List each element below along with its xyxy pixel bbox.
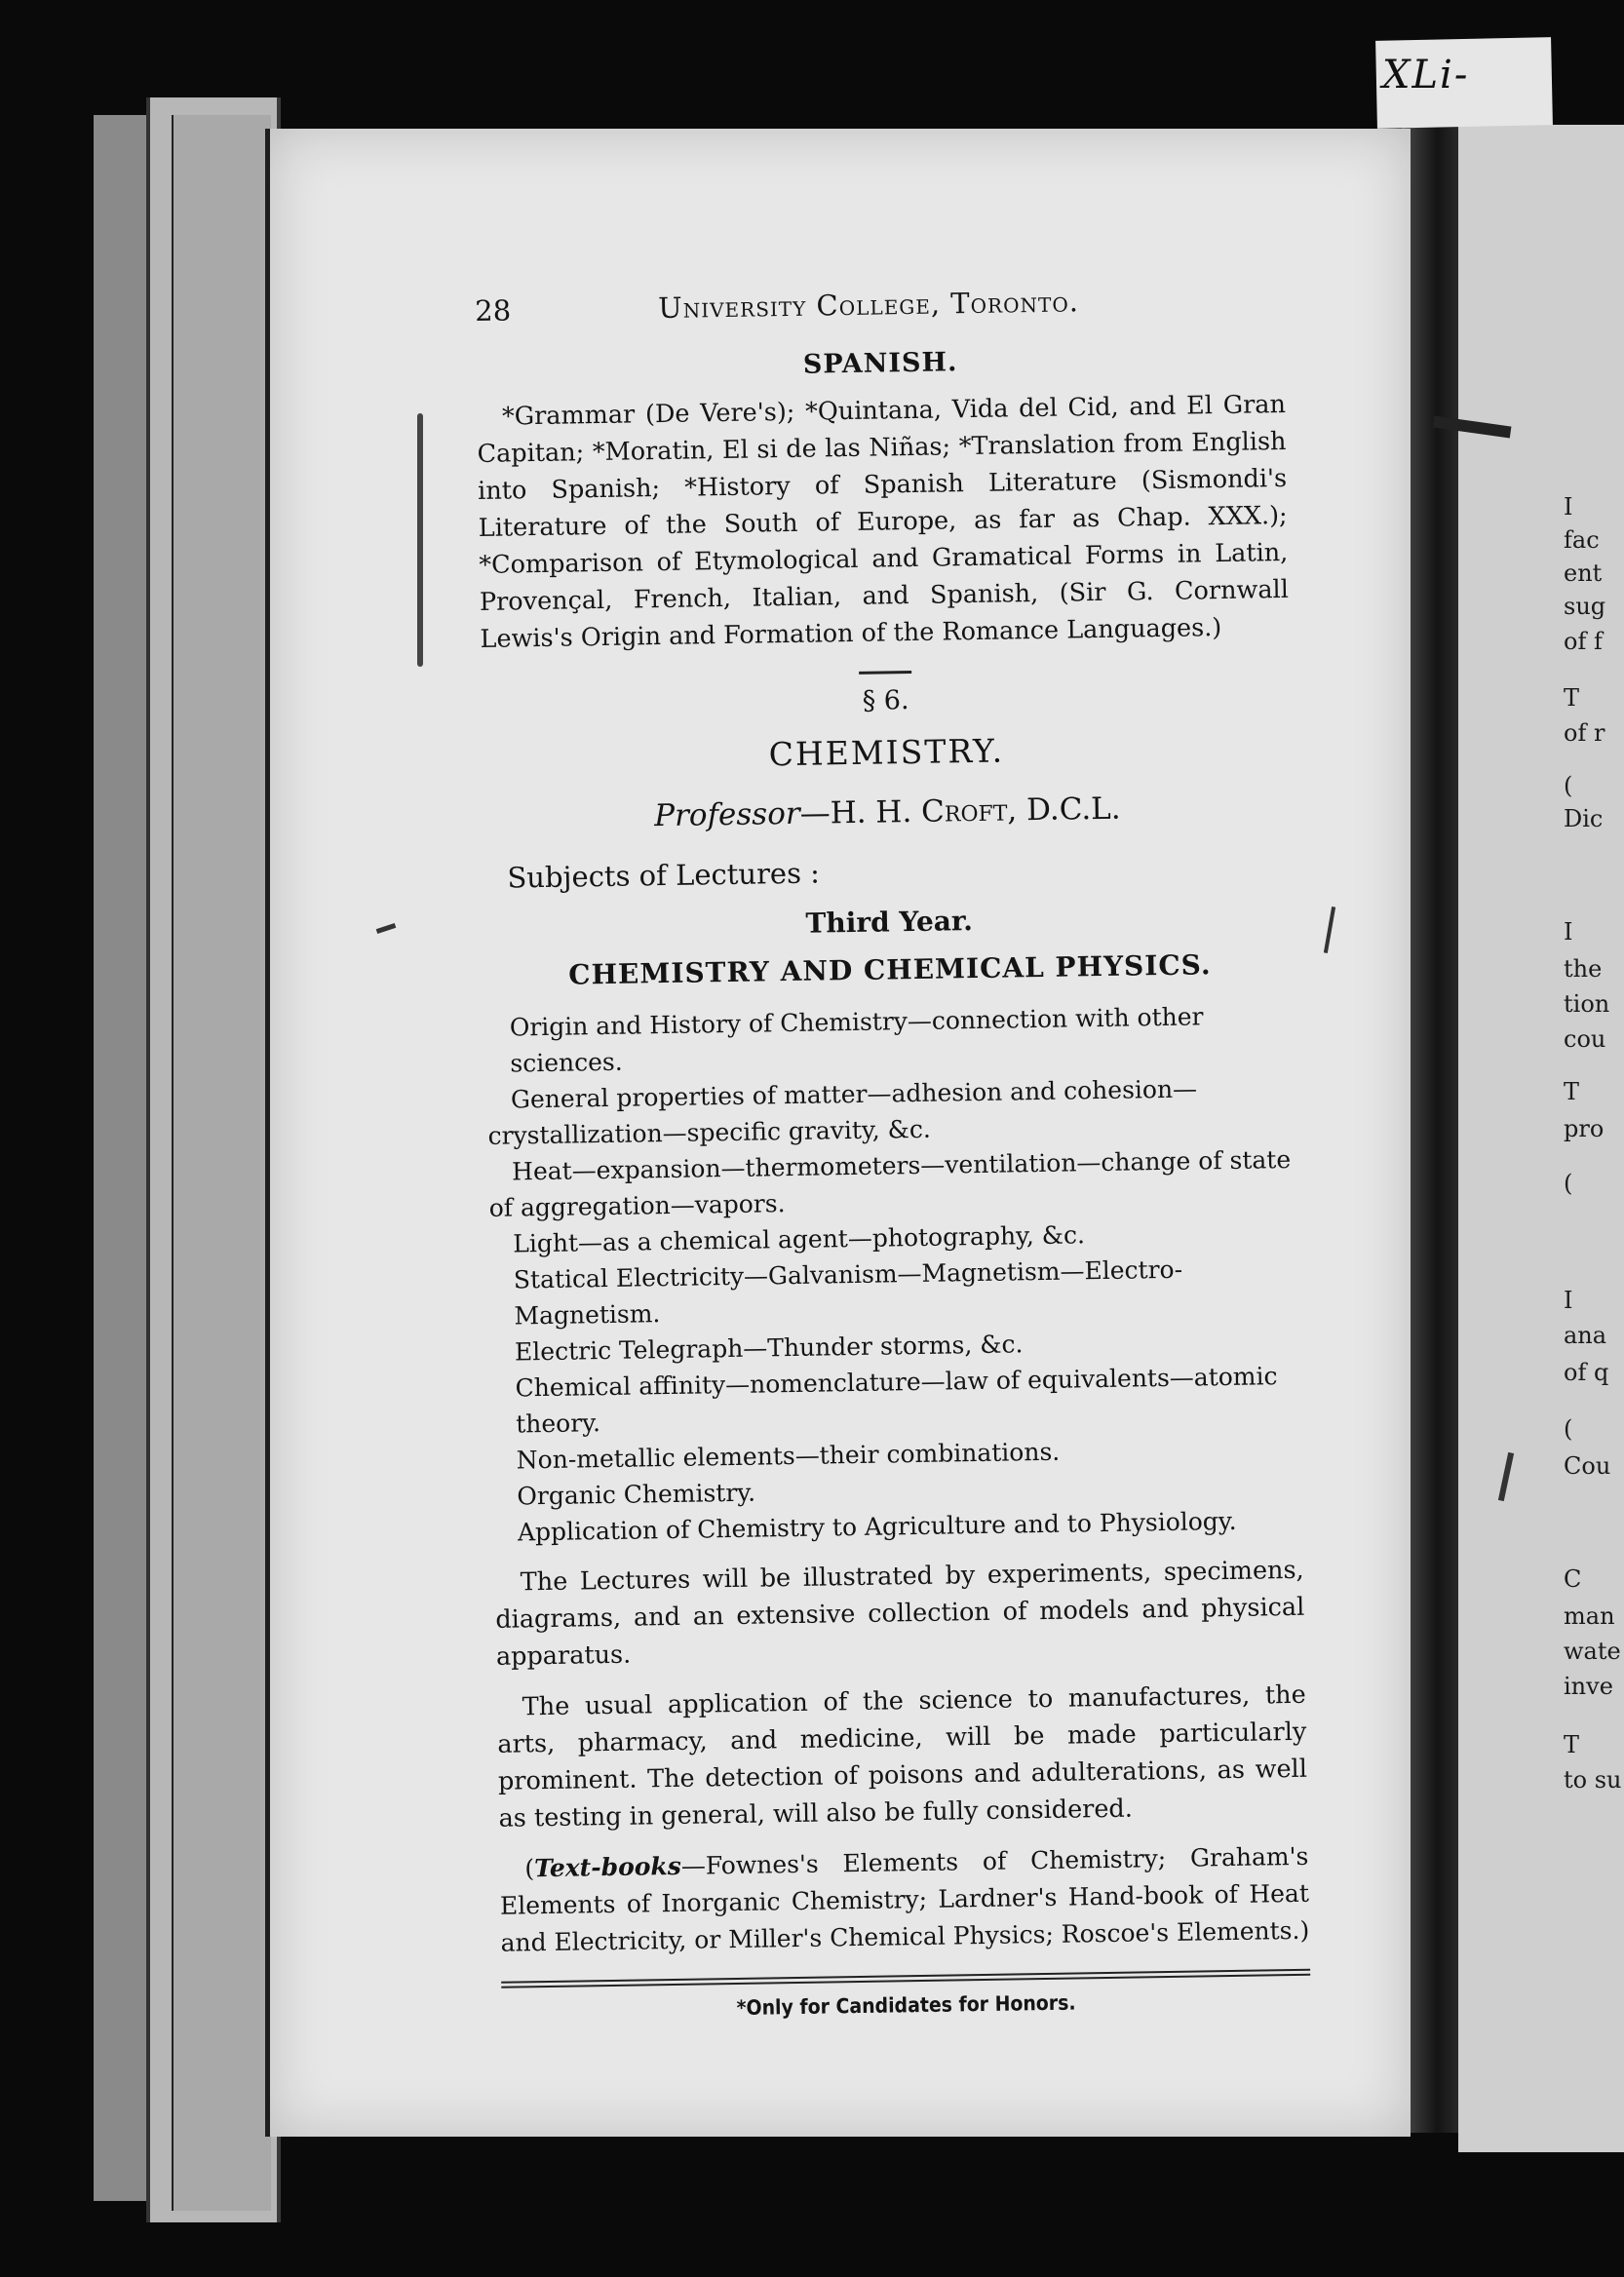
section-number: § 6. (862, 685, 909, 716)
facing-fragment: I (1564, 918, 1573, 946)
facing-fragment: ( (1564, 1170, 1573, 1197)
pencil-bracket-mark (417, 413, 423, 667)
facing-fragment: pro (1564, 1115, 1605, 1142)
facing-fragment: man (1564, 1602, 1615, 1630)
facing-fragment: ent (1564, 560, 1603, 587)
facing-fragment: I (1564, 493, 1573, 521)
topic-item: Application of Chemistry to Agriculture and to Physiology. (517, 1506, 1237, 1547)
textbooks-list: —Fownes's Elements of Chemistry; Graham's Elements of Inorganic Chemistry; Lardner's Hand-book of Heat and Electricity, or Miller's Chemical Physics; Roscoe's Elements.) (499, 1841, 1310, 1957)
topic-item: Statical Electricity—Galvanism—Magnetism—Electro-Magnetism. (513, 1254, 1183, 1331)
topic-item: General properties of matter—adhesion and cohesion—crystallization—specific gravity, &c. (487, 1074, 1198, 1150)
lecture-heading: CHEMISTRY AND CHEMICAL PHYSICS. (567, 948, 1212, 991)
professor-name: H. H. Croft, D.C.L. (830, 791, 1121, 831)
topic-item: Heat—expansion—thermometers—ventilation—change of state of aggregation—vapors. (488, 1144, 1292, 1222)
footnote: *Only for Candidates for Honors. (736, 1990, 1076, 2020)
page-number: 28 (475, 293, 512, 328)
textbooks-label: Text-books (533, 1851, 682, 1883)
textbooks-open-paren: ( (524, 1854, 535, 1883)
facing-fragment: wate (1564, 1638, 1621, 1665)
professor-role: Professor (653, 795, 800, 834)
facing-fragment: to su (1564, 1766, 1622, 1794)
topic-item: Origin and History of Chemistry—connection with other sciences. (509, 1002, 1204, 1078)
book-page (265, 129, 1411, 2137)
facing-fragment: ( (1564, 1415, 1573, 1443)
chemistry-heading: CHEMISTRY. (768, 731, 1005, 774)
facing-fragment: cou (1564, 1025, 1606, 1053)
spanish-course-list: *Grammar (De Vere's); *Quintana, Vida del Cid, and El Gran Capitan; *Moratin, El si de las Niñas; *Translation from English into Spanish; *History of Spanish Literature (Sismondi's Literature of the South of Europe, as far as Chap. XXX.); *Comparison of Etymological and Gramatical Forms in Latin, Provençal, French, Italian, and Spanish, (Sir G. Cornwall Lewis's Origin and Formation of the Romance Languages.) (477, 389, 1290, 654)
application-paragraph: The usual application of the science to manufactures, the arts, pharmacy, and medicine, will be made particularly prominent. The detection of poisons and adulterations, as well as testing in general, will also be fully considered. (497, 1679, 1308, 1833)
facing-fragment: ana (1564, 1322, 1607, 1349)
topic-item: Light—as a chemical agent—photography, &c. (513, 1220, 1086, 1258)
facing-fragment: fac (1564, 526, 1600, 554)
running-head (475, 282, 1285, 339)
facing-fragment: inve (1564, 1673, 1613, 1700)
running-head-title: University College, Toronto. (657, 285, 1080, 326)
facing-fragment: C (1564, 1565, 1582, 1593)
topic-item: Electric Telegraph—Thunder storms, &c. (514, 1330, 1024, 1367)
facing-fragment: of r (1564, 719, 1605, 747)
facing-fragment: the (1564, 955, 1603, 983)
textbooks-paragraph (499, 1838, 1310, 1962)
professor-line: Professor—H. H. Croft, D.C.L. (653, 791, 1121, 834)
facing-fragment: of q (1564, 1359, 1609, 1386)
book-edge (172, 115, 271, 2211)
facing-fragment: sug (1564, 593, 1606, 620)
facing-fragment: T (1564, 1078, 1580, 1105)
year-heading: Third Year. (805, 905, 974, 940)
facing-fragment: tion (1564, 990, 1610, 1018)
facing-fragment: I (1564, 1287, 1573, 1314)
spanish-heading: SPANISH. (802, 347, 958, 380)
facing-fragment: of f (1564, 628, 1603, 655)
facing-fragment: Dic (1564, 805, 1604, 832)
page-content (475, 282, 1311, 2024)
lectures-paragraph: The Lectures will be illustrated by experiments, specimens, diagrams, and an extensive collection of models and physical apparatus. (495, 1555, 1305, 1672)
topic-item: Chemical affinity—nomenclature—law of equivalents—atomic theory. (515, 1362, 1278, 1439)
facing-fragment: ( (1564, 772, 1573, 799)
subjects-label: Subjects of Lectures : (507, 856, 821, 895)
topic-item: Non-metallic elements—their combinations. (516, 1437, 1061, 1475)
facing-fragment: T (1564, 1731, 1580, 1758)
topic-item: Organic Chemistry. (517, 1478, 756, 1511)
facing-fragment: Cou (1564, 1452, 1611, 1480)
facing-fragment: T (1564, 684, 1580, 712)
section-divider (859, 671, 911, 675)
page-tab-text: XLi- (1382, 53, 1470, 97)
footnote-rule (501, 1969, 1310, 1988)
